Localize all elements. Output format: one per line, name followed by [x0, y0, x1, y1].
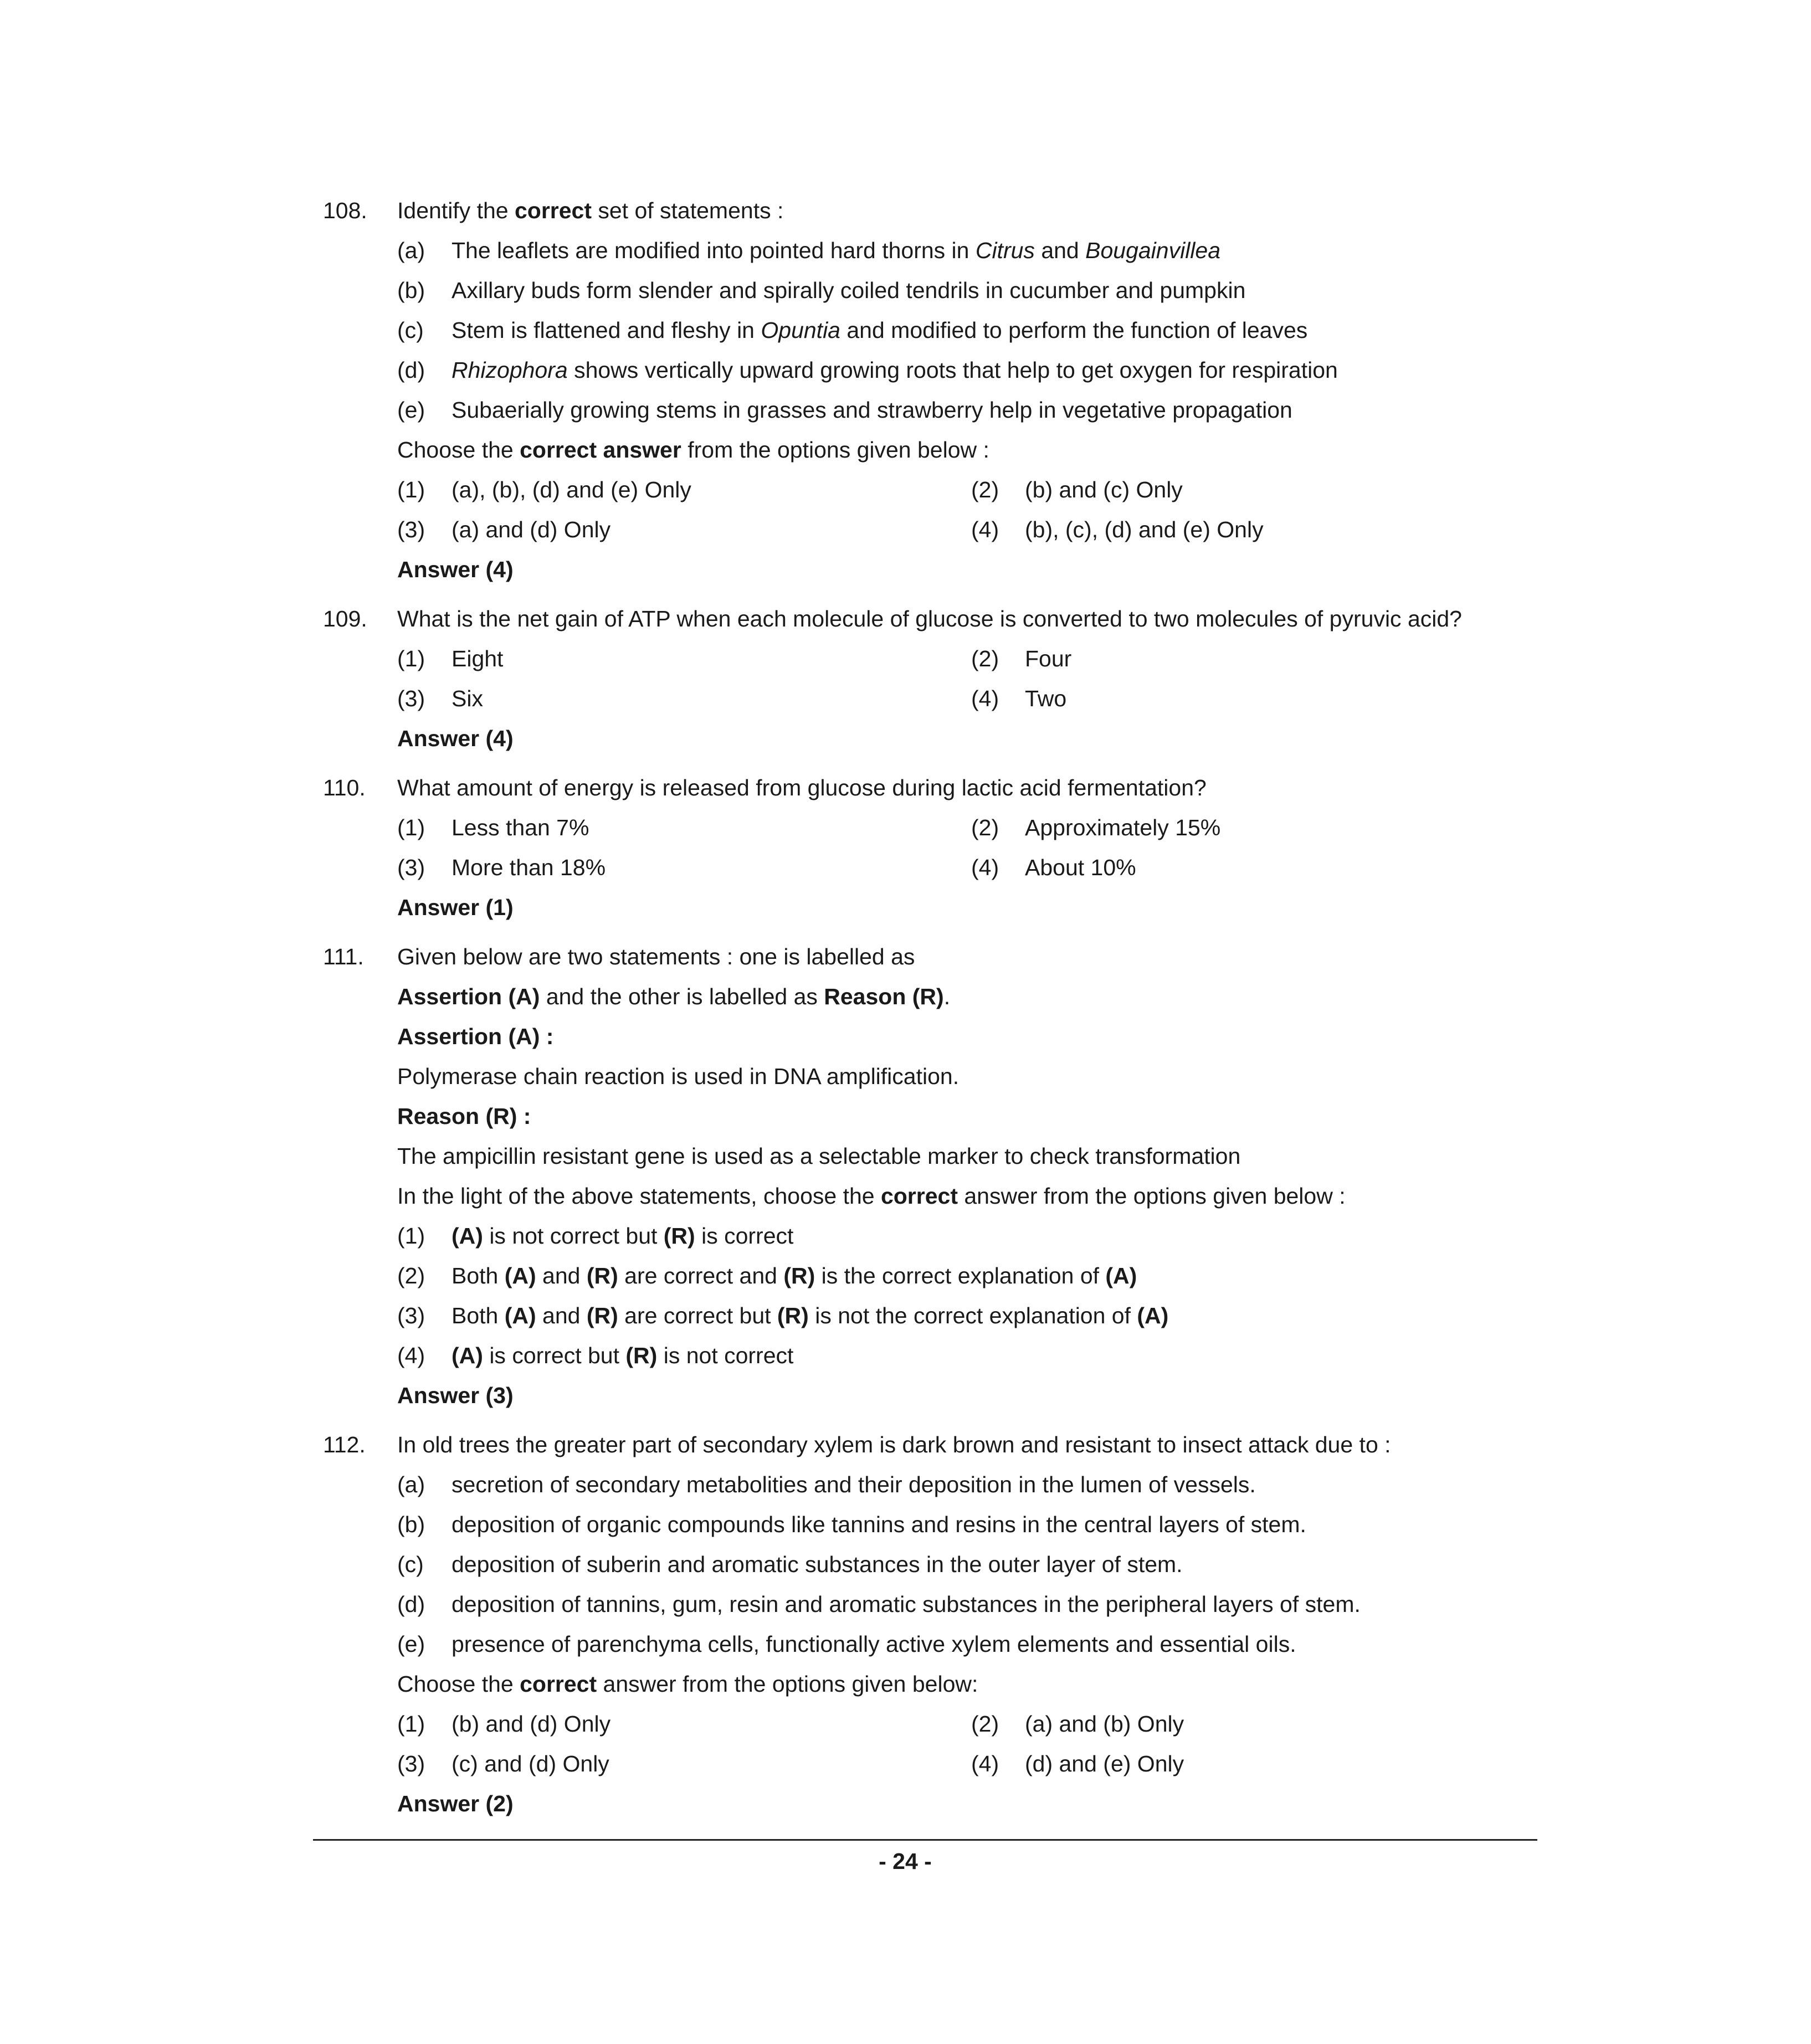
statement-text: presence of parenchyma cells, functionally active xylem elements and essential oils.: [452, 1631, 1296, 1657]
question-stem: What amount of energy is released from glucose during lactic acid fermentation?: [397, 775, 1207, 800]
statement-text: deposition of suberin and aromatic substances in the outer layer of stem.: [452, 1552, 1183, 1577]
assertion-text: Polymerase chain reaction is used in DNA amplification.: [397, 1064, 960, 1089]
option-text: (b) and (d) Only: [452, 1711, 611, 1737]
option-text: (c) and (d) Only: [452, 1751, 609, 1776]
question-number: 111.: [323, 944, 364, 969]
statement-label: (c): [397, 317, 424, 343]
statement-label: (b): [397, 278, 425, 303]
option-label: (4): [971, 686, 999, 711]
statement-text: Rhizophora shows vertically upward growing roots that help to get oxygen for respiration: [452, 357, 1338, 383]
option-label: (3): [397, 855, 425, 880]
option-label: (2): [971, 1711, 999, 1737]
reason-heading: Reason (R) :: [397, 1103, 531, 1129]
option-text: (b), (c), (d) and (e) Only: [1025, 517, 1264, 542]
option-text: (a) and (d) Only: [452, 517, 611, 542]
footer-divider: [313, 1839, 1537, 1841]
option-label: (4): [971, 517, 999, 542]
statement-text: secretion of secondary metabolities and their deposition in the lumen of vessels.: [452, 1472, 1256, 1497]
option-text: Two: [1025, 686, 1067, 711]
statement-text: Subaerially growing stems in grasses and strawberry help in vegetative propagation: [452, 397, 1292, 423]
question-stem: Identify the correct set of statements :: [397, 198, 784, 223]
option-text: More than 18%: [452, 855, 606, 880]
statement-label: (e): [397, 397, 425, 423]
option-text: About 10%: [1025, 855, 1136, 880]
option-text: Less than 7%: [452, 815, 589, 840]
option-text: Both (A) and (R) are correct but (R) is not the correct explanation of (A): [452, 1303, 1169, 1328]
option-label: (2): [971, 815, 999, 840]
statement-text: The leaflets are modified into pointed hard thorns in Citrus and Bougainvillea: [452, 238, 1221, 263]
question-stem: Given below are two statements : one is labelled as: [397, 944, 915, 969]
statement-label: (d): [397, 1591, 425, 1617]
option-text: (a), (b), (d) and (e) Only: [452, 477, 691, 502]
option-text: Four: [1025, 646, 1072, 671]
choose-instruction: Choose the correct answer from the options given below:: [397, 1671, 978, 1697]
option-text: Six: [452, 686, 483, 711]
option-label: (3): [397, 686, 425, 711]
option-label: (2): [971, 477, 999, 502]
statement-label: (e): [397, 1631, 425, 1657]
question-stem-continued: Assertion (A) and the other is labelled as Reason (R).: [397, 984, 951, 1009]
page-number: - 24 -: [879, 1848, 932, 1874]
statement-text: Stem is flattened and fleshy in Opuntia and modified to perform the function of leaves: [452, 317, 1308, 343]
answer-key: Answer (2): [397, 1791, 514, 1816]
option-text: (A) is not correct but (R) is correct: [452, 1223, 794, 1249]
option-text: (a) and (b) Only: [1025, 1711, 1184, 1737]
assertion-heading: Assertion (A) :: [397, 1024, 554, 1049]
option-label: (1): [397, 1223, 425, 1249]
option-label: (2): [971, 646, 999, 671]
statement-text: deposition of tannins, gum, resin and aromatic substances in the peripheral layers of stem.: [452, 1591, 1361, 1617]
answer-key: Answer (3): [397, 1383, 514, 1408]
option-label: (4): [971, 1751, 999, 1776]
question-number: 108.: [323, 198, 367, 223]
answer-key: Answer (1): [397, 895, 514, 920]
choose-instruction: In the light of the above statements, choose the correct answer from the options given below :: [397, 1183, 1346, 1209]
statement-label: (a): [397, 238, 425, 263]
statement-text: Axillary buds form slender and spirally coiled tendrils in cucumber and pumpkin: [452, 278, 1246, 303]
option-label: (4): [397, 1343, 425, 1368]
option-text: (b) and (c) Only: [1025, 477, 1183, 502]
statement-label: (b): [397, 1512, 425, 1537]
option-label: (1): [397, 815, 425, 840]
option-label: (2): [397, 1263, 425, 1288]
statement-label: (a): [397, 1472, 425, 1497]
reason-text: The ampicillin resistant gene is used as a selectable marker to check transformation: [397, 1143, 1241, 1169]
question-stem: In old trees the greater part of secondary xylem is dark brown and resistant to insect attack due to :: [397, 1432, 1391, 1457]
option-label: (1): [397, 1711, 425, 1737]
statement-text: deposition of organic compounds like tannins and resins in the central layers of stem.: [452, 1512, 1306, 1537]
option-text: Eight: [452, 646, 504, 671]
option-label: (1): [397, 646, 425, 671]
option-label: (3): [397, 517, 425, 542]
option-text: Both (A) and (R) are correct and (R) is the correct explanation of (A): [452, 1263, 1137, 1288]
option-label: (1): [397, 477, 425, 502]
question-stem: What is the net gain of ATP when each molecule of glucose is converted to two molecules of pyruvic acid?: [397, 606, 1462, 631]
statement-label: (c): [397, 1552, 424, 1577]
question-number: 112.: [323, 1432, 366, 1457]
answer-key: Answer (4): [397, 557, 514, 582]
question-number: 109.: [323, 606, 367, 631]
option-text: (d) and (e) Only: [1025, 1751, 1184, 1776]
option-text: Approximately 15%: [1025, 815, 1221, 840]
statement-label: (d): [397, 357, 425, 383]
option-label: (3): [397, 1303, 425, 1328]
choose-instruction: Choose the correct answer from the options given below :: [397, 437, 989, 463]
question-number: 110.: [323, 775, 366, 800]
option-label: (4): [971, 855, 999, 880]
answer-key: Answer (4): [397, 726, 514, 751]
option-text: (A) is correct but (R) is not correct: [452, 1343, 794, 1368]
option-label: (3): [397, 1751, 425, 1776]
